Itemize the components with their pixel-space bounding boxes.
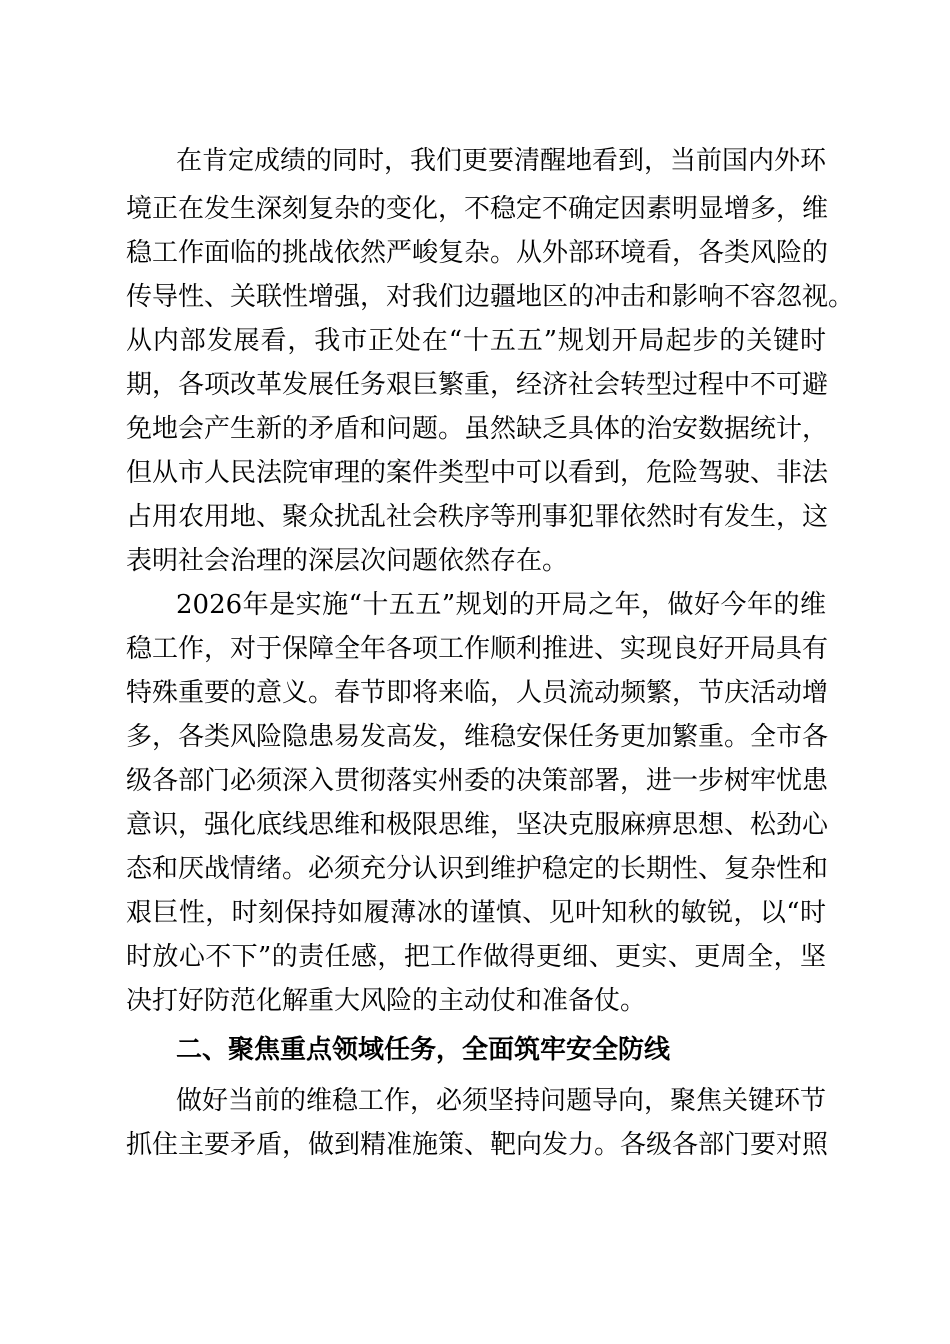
paragraph-line: 2026年是实施“十五五”规划的开局之年，做好今年的维: [176, 590, 826, 620]
paragraph-line: 但从市人民法院审理的案件类型中可以看到，危险驾驶、非法: [126, 458, 829, 488]
paragraph-line: 艰巨性，时刻保持如履薄冰的谨慎、见叶知秋的敏锐，以“时: [126, 898, 826, 928]
paragraph-line: 免地会产生新的矛盾和问题。虽然缺乏具体的治安数据统计，: [126, 414, 829, 444]
paragraph-line: 时放心不下”的责任感，把工作做得更细、更实、更周全，坚: [126, 942, 826, 972]
section-heading: 二、聚焦重点领域任务，全面筑牢安全防线: [176, 1035, 671, 1065]
paragraph-line: 稳工作面临的挑战依然严峻复杂。从外部环境看，各类风险的: [126, 238, 829, 268]
paragraph-line: 传导性、关联性增强，对我们边疆地区的冲击和影响不容忽视。: [126, 282, 855, 312]
paragraph-line: 态和厌战情绪。必须充分认识到维护稳定的长期性、复杂性和: [126, 854, 829, 884]
paragraph-line: 做好当前的维稳工作，必须坚持问题导向，聚焦关键环节: [176, 1086, 827, 1116]
paragraph-line: 级各部门必须深入贯彻落实州委的决策部署，进一步树牢忧患: [126, 766, 829, 796]
paragraph-line: 占用农用地、聚众扰乱社会秩序等刑事犯罪依然时有发生，这: [126, 502, 829, 532]
paragraph-line: 期，各项改革发展任务艰巨繁重，经济社会转型过程中不可避: [126, 370, 829, 400]
paragraph-line: 意识，强化底线思维和极限思维，坚决克服麻痹思想、松劲心: [126, 810, 829, 840]
paragraph-line: 特殊重要的意义。春节即将来临，人员流动频繁，节庆活动增: [126, 678, 829, 708]
paragraph-line: 抓住主要矛盾，做到精准施策、靶向发力。各级各部门要对照: [126, 1130, 829, 1160]
paragraph-line: 决打好防范化解重大风险的主动仗和准备仗。: [126, 986, 647, 1016]
paragraph-line: 表明社会治理的深层次问题依然存在。: [126, 546, 569, 576]
paragraph-line: 稳工作，对于保障全年各项工作顺利推进、实现良好开局具有: [126, 634, 829, 664]
paragraph-line: 多，各类风险隐患易发高发，维稳安保任务更加繁重。全市各: [126, 722, 829, 752]
paragraph-line: 从内部发展看，我市正处在“十五五”规划开局起步的关键时: [126, 326, 826, 356]
paragraph-line: 在肯定成绩的同时，我们更要清醒地看到，当前国内外环: [176, 146, 827, 176]
paragraph-line: 境正在发生深刻复杂的变化，不稳定不确定因素明显增多，维: [126, 194, 829, 224]
